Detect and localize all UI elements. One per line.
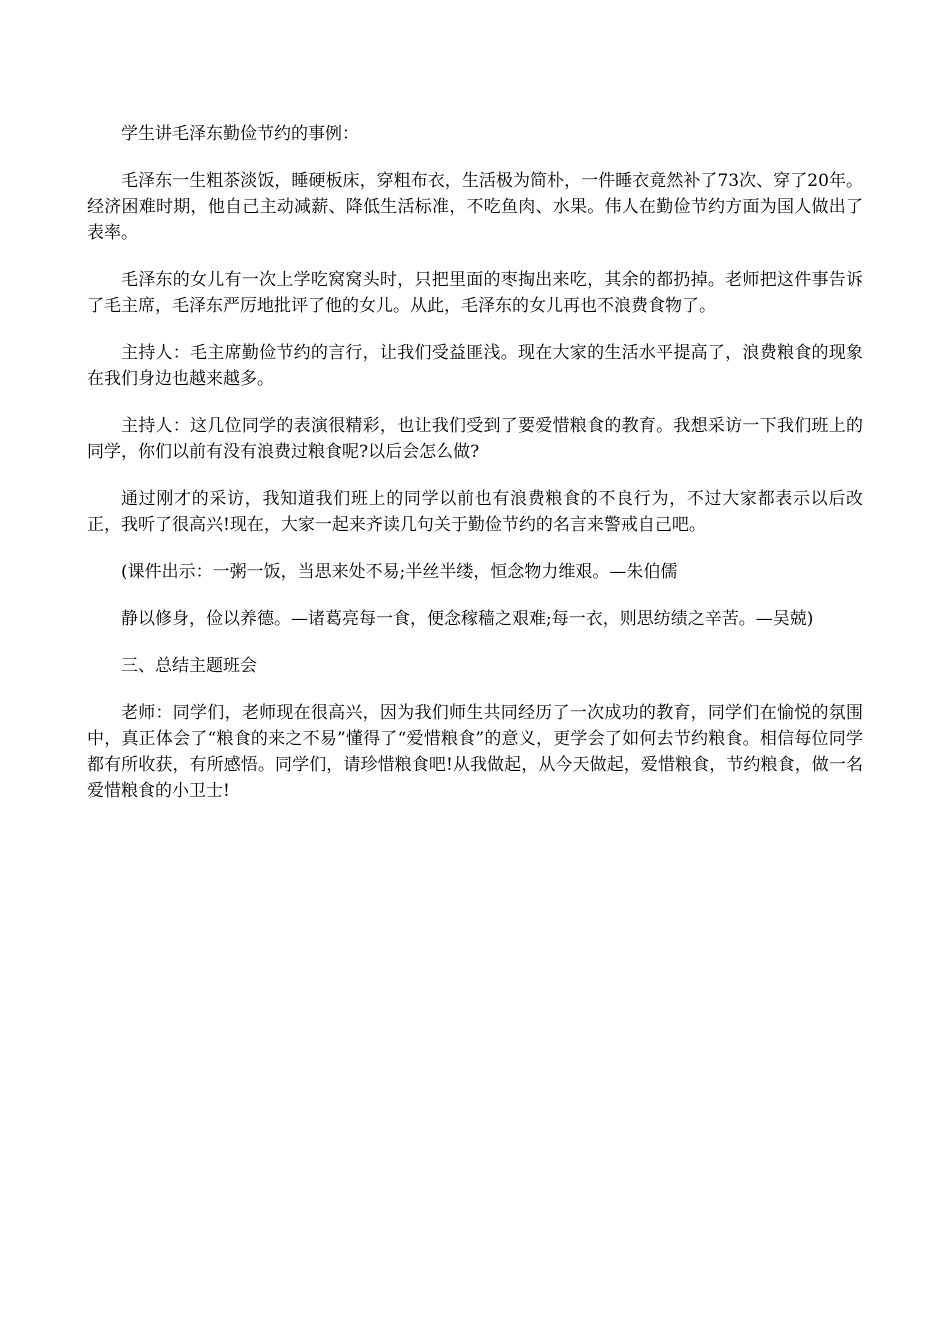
section-heading-summary: 三、总结主题班会: [121, 656, 257, 676]
paragraph-host-remark-2: 主持人：这几位同学的表演很精彩，也让我们受到了要爱惜粮食的教育。我想采访一下我们班上的同学，你们以前有没有浪费过粮食呢?以后会怎么做?: [87, 416, 863, 462]
paragraph-interview-summary: 通过刚才的采访，我知道我们班上的同学以前也有浪费粮食的不良行为，不过大家都表示以后改正，我听了很高兴!现在，大家一起来齐读几句关于勤俭节约的名言来警戒自己吧。: [87, 489, 863, 535]
document-body: [87, 121, 863, 825]
paragraph-host-remark-1: 主持人：毛主席勤俭节约的言行，让我们受益匪浅。现在大家的生活水平提高了，浪费粮食的现象在我们身边也越来越多。: [87, 343, 863, 389]
paragraph-intro: 学生讲毛泽东勤俭节约的事例：: [121, 124, 359, 144]
paragraph-quote-2: 静以修身，俭以养德。—诸葛亮每一食，便念稼穑之艰难;每一衣，则思纺绩之辛苦。—吴兢): [121, 609, 814, 629]
paragraph-mao-daughter: 毛泽东的女儿有一次上学吃窝窝头时，只把里面的枣掏出来吃，其余的都扔掉。老师把这件事告诉了毛主席，毛泽东严厉地批评了他的女儿。从此，毛泽东的女儿再也不浪费食物了。: [87, 270, 863, 316]
paragraph-quote-1: (课件出示：一粥一饭，当思来处不易;半丝半缕，恒念物力维艰。—朱伯儒: [121, 562, 678, 582]
paragraph-mao-simple-life: 毛泽东一生粗茶淡饭，睡硬板床，穿粗布衣，生活极为简朴，一件睡衣竟然补了73次、穿了20年。经济困难时期，他自己主动减薪、降低生活标准，不吃鱼肉、水果。伟人在勤俭节约方面为国人做出了表率。: [87, 171, 863, 243]
paragraph-teacher-conclusion: 老师：同学们，老师现在很高兴，因为我们师生共同经历了一次成功的教育，同学们在愉悦的氛围中，真正体会了“粮食的来之不易”懂得了“爱惜粮食”的意义，更学会了如何去节约粮食。相信每位同学都有所收获，有所感悟。同学们，请珍惜粮食吧!从我做起，从今天做起，爱惜粮食，节约粮食，做一名爱惜粮食的小卫士!: [87, 703, 863, 801]
